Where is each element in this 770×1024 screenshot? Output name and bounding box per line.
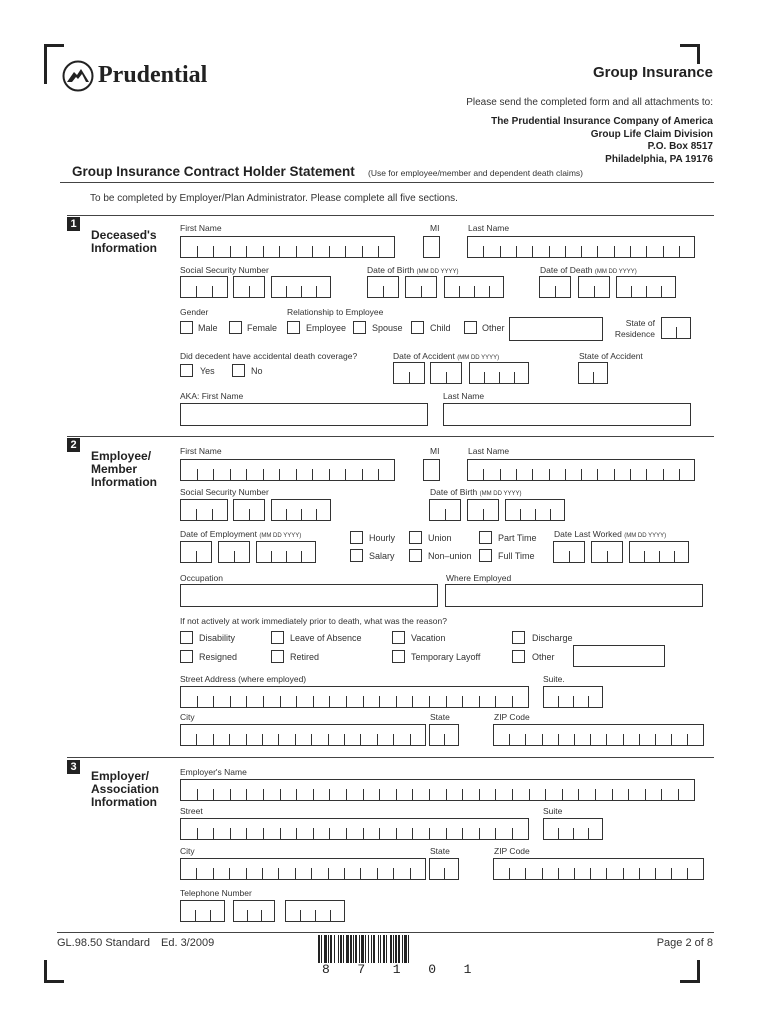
telephone-line-number[interactable] xyxy=(285,900,345,922)
employer-name-label: Employer's Name xyxy=(180,767,247,777)
address-line: Group Life Claim Division xyxy=(590,128,713,140)
last-name-label: Last Name xyxy=(468,446,510,456)
other-reason-label: Other xyxy=(532,652,555,662)
employee-ssn-part2[interactable] xyxy=(233,499,265,521)
last-worked-yyyy[interactable] xyxy=(629,541,689,563)
spouse-checkbox[interactable] xyxy=(353,321,366,334)
employer-state-label: State xyxy=(430,846,450,856)
dob-label-text: Date of Birth xyxy=(430,487,478,497)
deceased-dob-yyyy[interactable] xyxy=(444,276,504,298)
leave-of-absence-label: Leave of Absence xyxy=(290,633,362,643)
deceased-dod-mm[interactable] xyxy=(539,276,571,298)
date-format-hint: (MM DD YYYY) xyxy=(416,269,459,275)
label-line: State of xyxy=(625,318,655,328)
form-title: Group Insurance Contract Holder Statement xyxy=(72,164,355,179)
edition: Ed. 3/2009 xyxy=(161,937,215,949)
employment-date-dd[interactable] xyxy=(218,541,250,563)
dob-label xyxy=(430,487,522,499)
discharge-checkbox[interactable] xyxy=(512,631,525,644)
full-time-checkbox[interactable] xyxy=(479,549,492,562)
date-format-hint: (MM DD YYYY) xyxy=(594,269,637,275)
section-title-line: Employer/ xyxy=(91,769,150,783)
employer-suite-label: Suite xyxy=(543,806,563,816)
deceased-dob-mm[interactable] xyxy=(367,276,399,298)
employer-zip-label: ZIP Code xyxy=(494,846,530,856)
date-last-worked-label xyxy=(554,529,666,541)
barcode-digits: 8 7 1 0 1 xyxy=(322,962,476,977)
employee-dob-yyyy[interactable] xyxy=(505,499,565,521)
brand-wordmark: Prudential xyxy=(98,62,208,88)
section-divider xyxy=(67,757,714,758)
state-of-accident-label: State of Accident xyxy=(579,351,643,361)
barcode-icon xyxy=(318,935,453,963)
employee-dob-dd[interactable] xyxy=(467,499,499,521)
aka-first-name-label: AKA: First Name xyxy=(180,391,244,401)
label-line: Residence xyxy=(614,329,655,339)
accidental-coverage-label: Did decedent have accidental death coverage? xyxy=(180,351,358,361)
state-of-residence-label xyxy=(607,318,655,340)
employer-suite-field[interactable] xyxy=(543,818,603,840)
ssn-label: Social Security Number xyxy=(180,487,269,497)
part-time-label: Part Time xyxy=(498,533,537,543)
street-address-label: Street Address (where employed) xyxy=(180,674,307,684)
corner-mark-bl xyxy=(44,980,64,983)
employee-checkbox[interactable] xyxy=(287,321,300,334)
reason-question: If not actively at work immediately prior to death, what was the reason? xyxy=(180,616,447,626)
temporary-layoff-checkbox[interactable] xyxy=(392,650,405,663)
dob-label-text: Date of Birth xyxy=(367,265,415,275)
state-of-residence-field[interactable] xyxy=(661,317,691,339)
mi-label: MI xyxy=(430,446,440,456)
section-title xyxy=(91,229,157,255)
header-divider xyxy=(60,182,714,183)
page-title: Group Insurance xyxy=(592,64,713,81)
deceased-first-name-field[interactable] xyxy=(180,236,395,258)
retired-checkbox[interactable] xyxy=(271,650,284,663)
occupation-field[interactable] xyxy=(180,584,438,607)
date-format-hint: (MM DD YYYY) xyxy=(457,355,500,361)
where-employed-label: Where Employed xyxy=(446,573,512,583)
employee-ssn-part3[interactable] xyxy=(271,499,331,521)
salary-checkbox[interactable] xyxy=(350,549,363,562)
corner-mark-bl-v xyxy=(44,960,47,982)
corner-mark-tr-v xyxy=(697,44,700,64)
section-title-line: Information xyxy=(91,475,157,489)
corner-mark-tl-v xyxy=(44,44,47,84)
mailing-address xyxy=(491,116,713,166)
form-id: GL.98.50 Standard xyxy=(57,937,150,949)
aka-last-name-label: Last Name xyxy=(443,391,485,401)
telephone-area-code[interactable] xyxy=(180,900,225,922)
female-checkbox[interactable] xyxy=(229,321,242,334)
nonunion-checkbox[interactable] xyxy=(409,549,422,562)
employer-city-field[interactable] xyxy=(180,858,426,880)
deceased-dob-dd[interactable] xyxy=(405,276,437,298)
section-title xyxy=(91,450,157,489)
employer-city-label: City xyxy=(180,846,195,856)
other-relationship-label: Other xyxy=(482,323,505,333)
section-divider xyxy=(67,215,714,216)
aka-last-name-field[interactable] xyxy=(443,403,691,426)
employee-first-name-field[interactable] xyxy=(180,459,395,481)
employee-label: Employee xyxy=(306,323,347,333)
address-line: The Prudential Insurance Company of America xyxy=(491,116,713,127)
corner-mark-br xyxy=(680,980,700,983)
corner-mark-br-v xyxy=(697,960,700,982)
union-checkbox[interactable] xyxy=(409,531,422,544)
spouse-label: Spouse xyxy=(372,323,403,333)
section-title-line: Association xyxy=(91,782,160,796)
section-divider xyxy=(67,436,714,437)
address-line: P.O. Box 8517 xyxy=(647,141,713,152)
employee-ssn-part1[interactable] xyxy=(180,499,228,521)
employee-last-name-field[interactable] xyxy=(467,459,695,481)
section-title-line: Deceased's xyxy=(91,228,157,242)
doe-label xyxy=(180,529,301,541)
employment-date-mm[interactable] xyxy=(180,541,212,563)
mi-label: MI xyxy=(430,223,440,233)
suite-label: Suite. xyxy=(543,674,565,684)
disability-label: Disability xyxy=(199,633,236,643)
section-title-line: Information xyxy=(91,795,157,809)
state-of-accident-field[interactable] xyxy=(578,362,608,384)
employer-state-field[interactable] xyxy=(429,858,459,880)
other-relationship-checkbox[interactable] xyxy=(464,321,477,334)
deceased-ssn-part2[interactable] xyxy=(233,276,265,298)
temporary-layoff-label: Temporary Layoff xyxy=(411,652,481,662)
deceased-last-name-field[interactable] xyxy=(467,236,695,258)
child-label: Child xyxy=(430,323,451,333)
male-label: Male xyxy=(198,323,218,333)
form-note: (Use for employee/member and dependent death claims) xyxy=(368,168,583,178)
full-time-label: Full Time xyxy=(498,551,535,561)
vacation-label: Vacation xyxy=(411,633,446,643)
state-label: State xyxy=(430,712,450,722)
footer-divider xyxy=(57,932,714,933)
employer-name-field[interactable] xyxy=(180,779,695,801)
leave-of-absence-checkbox[interactable] xyxy=(271,631,284,644)
section-title-line: Employee/ xyxy=(91,449,152,463)
barcode xyxy=(318,935,453,963)
telephone-label: Telephone Number xyxy=(180,888,252,898)
union-label: Union xyxy=(428,533,452,543)
child-checkbox[interactable] xyxy=(411,321,424,334)
employer-street-label: Street xyxy=(180,806,203,816)
no-label: No xyxy=(251,366,263,376)
deceased-ssn-part1[interactable] xyxy=(180,276,228,298)
dod-label-text: Date of Death xyxy=(540,265,593,275)
page-number: Page 2 of 8 xyxy=(656,937,713,949)
relationship-label: Relationship to Employee xyxy=(287,307,384,317)
female-label: Female xyxy=(247,323,278,333)
employment-date-yyyy[interactable] xyxy=(256,541,316,563)
employed-state-field[interactable] xyxy=(429,724,459,746)
date-of-accident-text: Date of Accident xyxy=(393,351,455,361)
section-title-line: Member xyxy=(91,462,138,476)
hourly-label: Hourly xyxy=(369,533,396,543)
section-number: 3 xyxy=(67,760,80,774)
hourly-checkbox[interactable] xyxy=(350,531,363,544)
employed-street-field[interactable] xyxy=(180,686,529,708)
accidental-no-checkbox[interactable] xyxy=(232,364,245,377)
accident-date-dd[interactable] xyxy=(430,362,462,384)
zip-label: ZIP Code xyxy=(494,712,530,722)
section-number: 1 xyxy=(67,217,80,231)
gender-label: Gender xyxy=(180,307,209,317)
yes-label: Yes xyxy=(200,366,215,376)
other-reason-checkbox[interactable] xyxy=(512,650,525,663)
section-title-line: Information xyxy=(91,241,157,255)
vacation-checkbox[interactable] xyxy=(392,631,405,644)
first-name-label: First Name xyxy=(180,223,222,233)
section-title xyxy=(91,770,159,809)
deceased-mi-field[interactable] xyxy=(423,236,440,258)
ssn-label: Social Security Number xyxy=(180,265,269,275)
last-worked-dd[interactable] xyxy=(591,541,623,563)
date-last-worked-text: Date Last Worked xyxy=(554,529,622,539)
telephone-prefix[interactable] xyxy=(233,900,275,922)
deceased-dod-yyyy[interactable] xyxy=(616,276,676,298)
accident-date-mm[interactable] xyxy=(393,362,425,384)
salary-label: Salary xyxy=(369,551,395,561)
last-worked-mm[interactable] xyxy=(553,541,585,563)
deceased-dod-dd[interactable] xyxy=(578,276,610,298)
last-name-label: Last Name xyxy=(468,223,510,233)
employee-mi-field[interactable] xyxy=(423,459,440,481)
retired-label: Retired xyxy=(290,652,320,662)
resigned-label: Resigned xyxy=(199,652,238,662)
date-format-hint: (MM DD YYYY) xyxy=(259,533,302,539)
other-relationship-field[interactable] xyxy=(509,317,603,341)
instructions: To be completed by Employer/Plan Administrator. Please complete all five sections. xyxy=(90,193,458,204)
nonunion-label: Non–union xyxy=(428,551,472,561)
prudential-rock-logo-icon xyxy=(62,60,94,92)
date-format-hint: (MM DD YYYY) xyxy=(479,491,522,497)
city-label: City xyxy=(180,712,195,722)
corner-mark-tl xyxy=(44,44,64,47)
occupation-label: Occupation xyxy=(180,573,223,583)
discharge-label: Discharge xyxy=(532,633,573,643)
accidental-yes-checkbox[interactable] xyxy=(180,364,193,377)
deceased-ssn-part3[interactable] xyxy=(271,276,331,298)
address-line: Philadelphia, PA 19176 xyxy=(605,153,713,165)
employed-zip-field[interactable] xyxy=(493,724,704,746)
employee-dob-mm[interactable] xyxy=(429,499,461,521)
doe-label-text: Date of Employment xyxy=(180,529,258,539)
accident-date-yyyy[interactable] xyxy=(469,362,529,384)
resigned-checkbox[interactable] xyxy=(180,650,193,663)
employer-zip-field[interactable] xyxy=(493,858,704,880)
employer-street-field[interactable] xyxy=(180,818,529,840)
disability-checkbox[interactable] xyxy=(180,631,193,644)
part-time-checkbox[interactable] xyxy=(479,531,492,544)
send-note: Please send the completed form and all attachments to: xyxy=(466,97,713,108)
male-checkbox[interactable] xyxy=(180,321,193,334)
date-format-hint: (MM DD YYYY) xyxy=(624,533,667,539)
aka-first-name-field[interactable] xyxy=(180,403,428,426)
employed-city-field[interactable] xyxy=(180,724,426,746)
where-employed-field[interactable] xyxy=(445,584,703,607)
section-number: 2 xyxy=(67,438,80,452)
other-reason-field[interactable] xyxy=(573,645,665,667)
employed-suite-field[interactable] xyxy=(543,686,603,708)
first-name-label: First Name xyxy=(180,446,222,456)
